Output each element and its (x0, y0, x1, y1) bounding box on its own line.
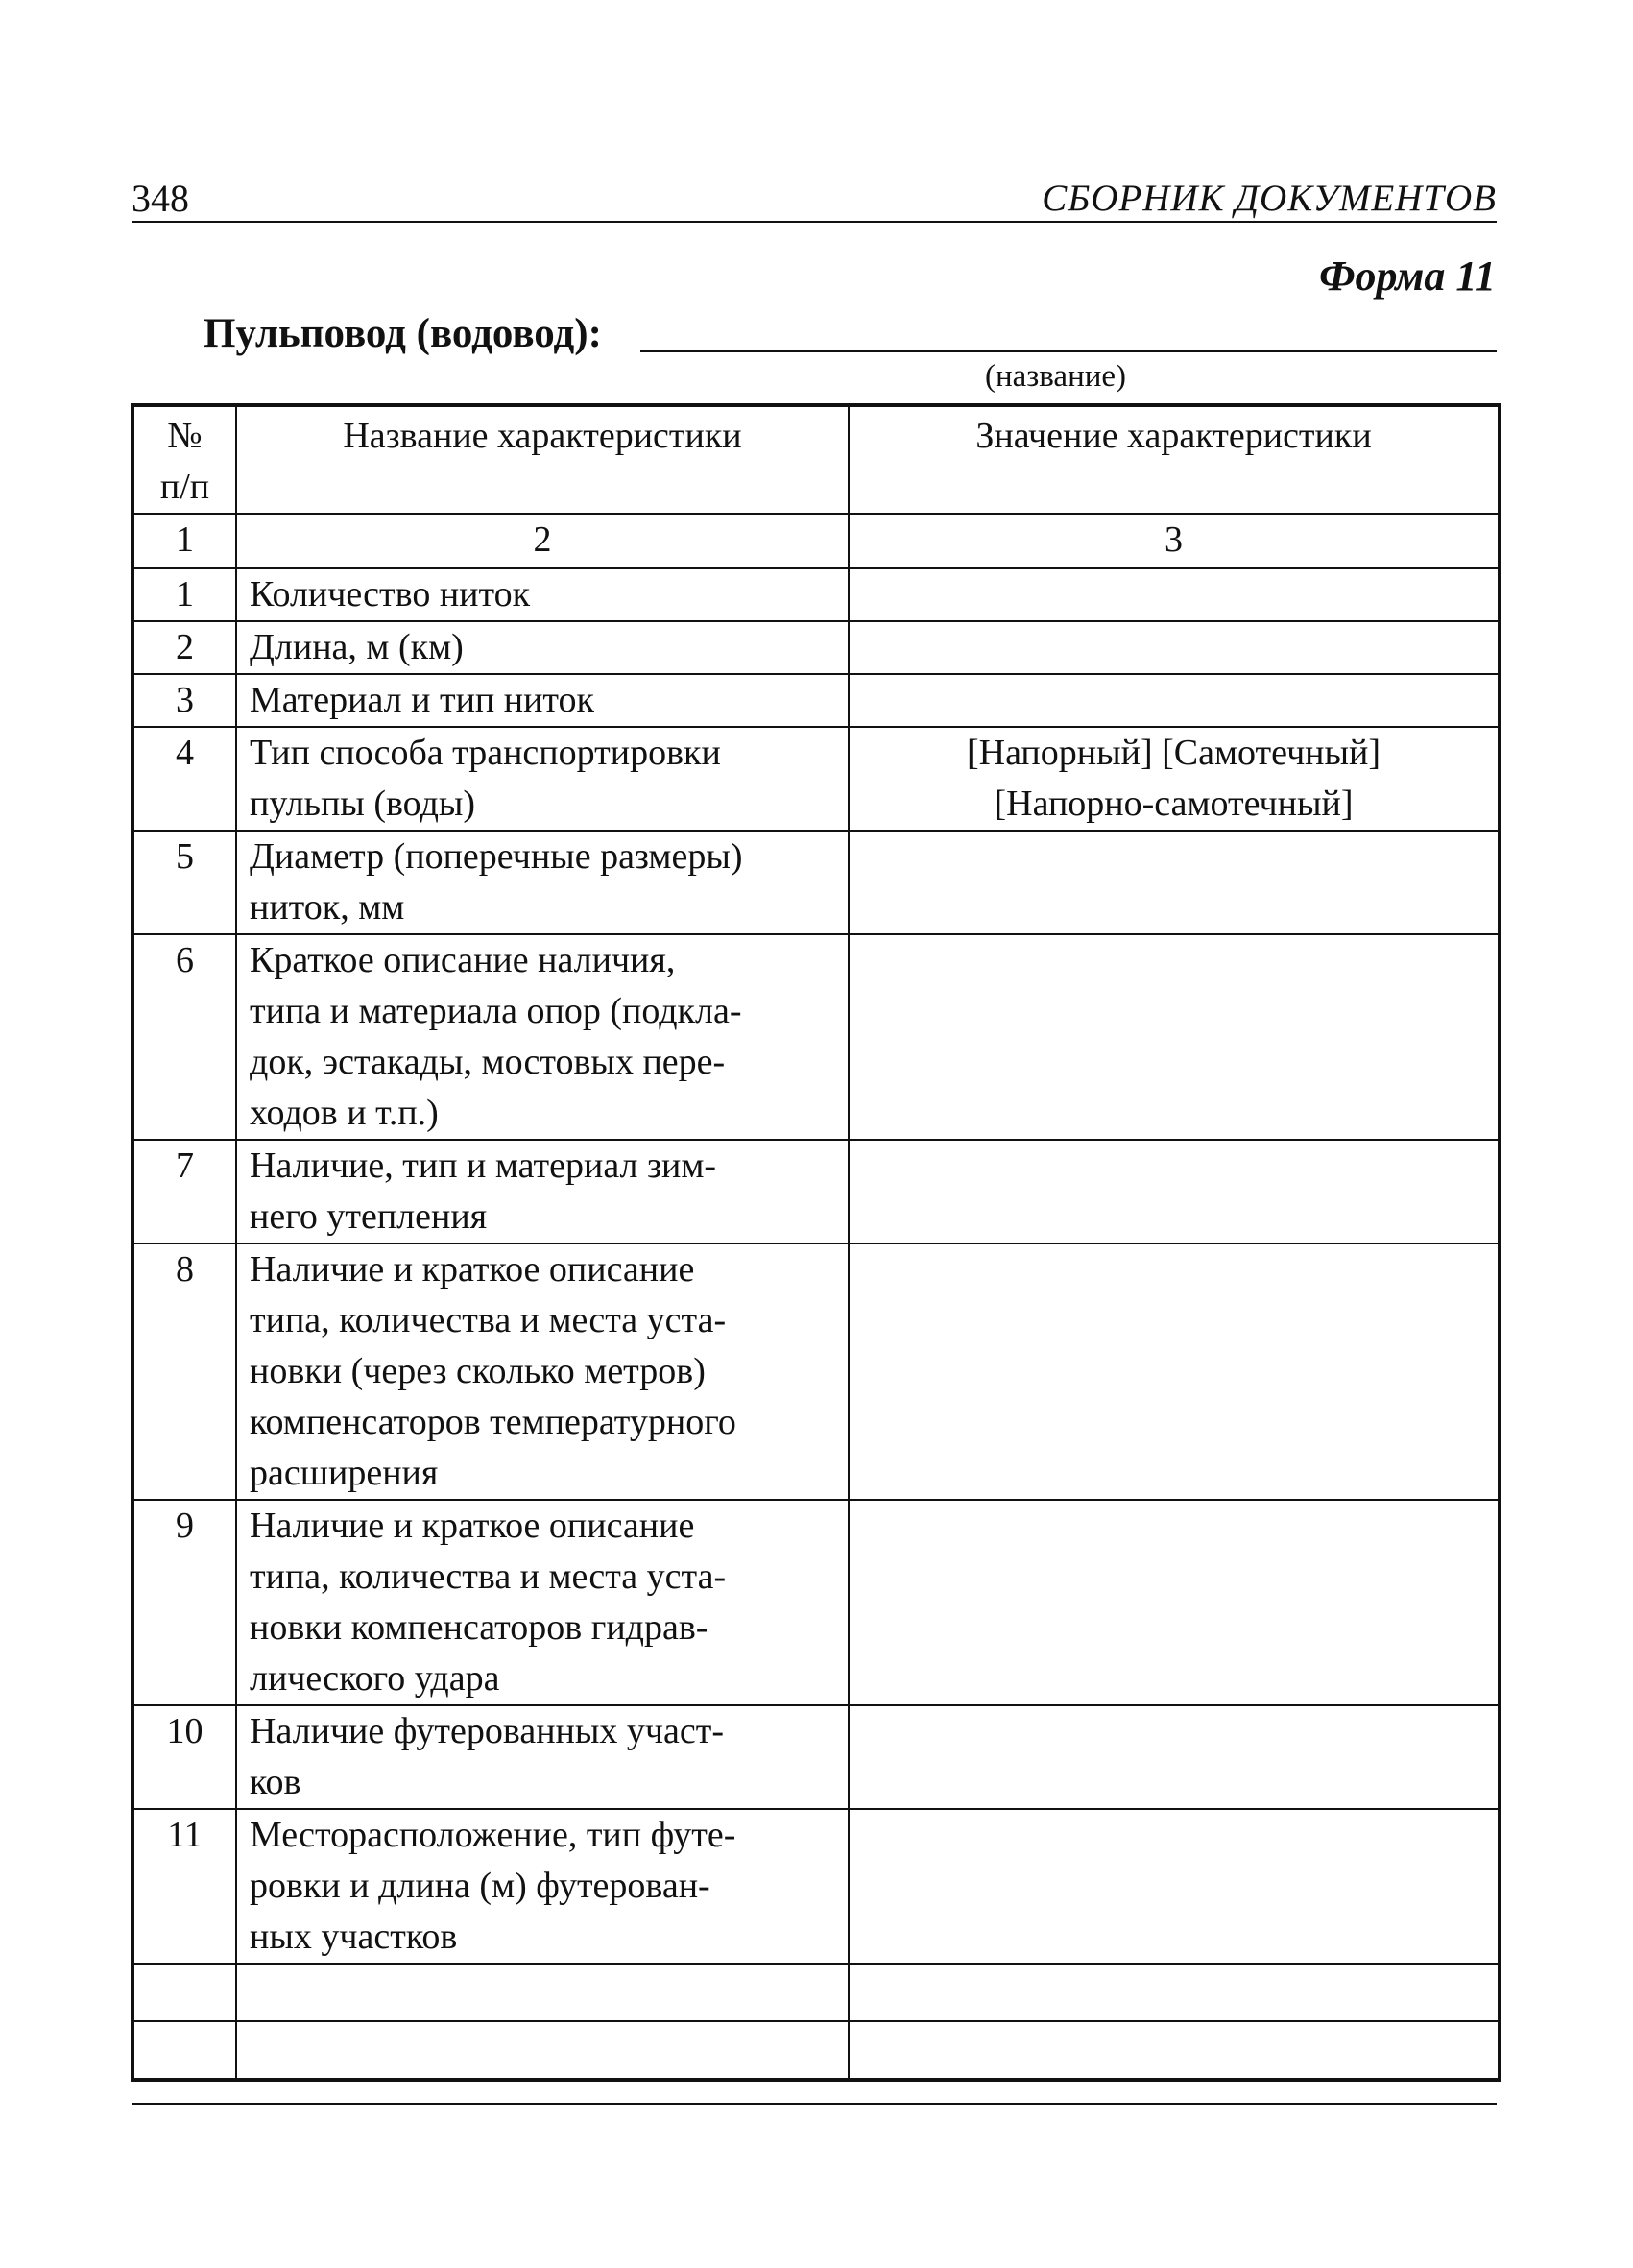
row-number: 10 (132, 1705, 236, 1809)
table-row (132, 831, 1500, 934)
characteristic-value[interactable] (849, 2021, 1500, 2080)
characteristic-name-line: типа, количества и места уста- (250, 1556, 727, 1597)
characteristic-name-line: пульпы (воды) (250, 784, 476, 824)
form-title-row (204, 305, 1497, 363)
characteristic-name-line: Наличие, тип и материал зим- (250, 1146, 717, 1186)
row-number: 6 (132, 934, 236, 1140)
characteristic-name-line: него утепления (250, 1196, 488, 1237)
characteristic-name-line: Наличие и краткое описание (250, 1249, 695, 1290)
characteristic-name-line: Материал и тип ниток (250, 680, 594, 720)
table-header-row (132, 405, 1500, 514)
characteristic-name-line: типа и материала опор (подкла- (250, 991, 742, 1031)
header-num (132, 405, 236, 514)
book-title: СБОРНИК ДОКУМЕНТОВ (1042, 178, 1497, 219)
row-number (132, 1964, 236, 2021)
page-number: 348 (132, 177, 189, 220)
header-num-line1: № (167, 416, 203, 456)
table-row (132, 1809, 1500, 1964)
characteristics-table (131, 403, 1501, 2082)
characteristic-value[interactable] (849, 831, 1500, 934)
characteristic-name-line: Количество ниток (250, 574, 531, 615)
table-row (132, 1964, 1500, 2021)
form-label: Форма 11 (1319, 253, 1496, 300)
name-fill-line[interactable] (640, 350, 1497, 352)
characteristic-name-line: лического удара (250, 1658, 500, 1699)
characteristic-name (236, 1243, 849, 1500)
column-index-cell: 2 (236, 514, 849, 568)
characteristic-name-line: ходов и т.п.) (250, 1093, 439, 1133)
characteristic-name (236, 1140, 849, 1243)
name-caption: (название) (984, 359, 1127, 394)
characteristic-name-line: Краткое описание наличия, (250, 940, 676, 980)
characteristic-name-line: компенсаторов температурного (250, 1402, 736, 1442)
running-head (132, 175, 1497, 223)
characteristic-value[interactable] (849, 568, 1500, 621)
characteristic-name-line: Диаметр (поперечные размеры) (250, 836, 743, 877)
characteristic-name (236, 674, 849, 727)
row-number: 9 (132, 1500, 236, 1705)
table-row (132, 2021, 1500, 2080)
characteristic-value[interactable] (849, 1705, 1500, 1809)
characteristic-name (236, 727, 849, 831)
table-row (132, 727, 1500, 831)
column-index-row (132, 514, 1500, 568)
header-value: Значение характеристики (849, 405, 1500, 514)
row-number: 8 (132, 1243, 236, 1500)
header-num-line2: п/п (159, 467, 210, 507)
characteristic-value-line: [Напорный] [Самотечный] (966, 733, 1381, 773)
table-row (132, 1705, 1500, 1809)
row-number: 11 (132, 1809, 236, 1964)
header-name: Название характеристики (236, 405, 849, 514)
characteristic-value[interactable] (849, 1809, 1500, 1964)
characteristic-name (236, 621, 849, 674)
characteristic-name-line: Месторасположение, тип футе- (250, 1815, 736, 1855)
characteristic-name-line: Наличие и краткое описание (250, 1506, 695, 1546)
characteristic-name-line: Тип способа транспортировки (250, 733, 721, 773)
characteristic-name-line: ниток, мм (250, 887, 405, 928)
row-number: 4 (132, 727, 236, 831)
table-row (132, 1243, 1500, 1500)
characteristic-name-line: расширения (250, 1453, 439, 1493)
table-row (132, 934, 1500, 1140)
characteristic-value-line: [Напорно-самотечный] (994, 784, 1354, 824)
table-row (132, 621, 1500, 674)
row-number: 3 (132, 674, 236, 727)
characteristic-value[interactable] (849, 727, 1500, 831)
row-number: 5 (132, 831, 236, 934)
characteristic-name-line: док, эстакады, мостовых пере- (250, 1042, 726, 1082)
table-row (132, 674, 1500, 727)
characteristic-value[interactable] (849, 674, 1500, 727)
characteristic-value[interactable] (849, 1140, 1500, 1243)
characteristic-name (236, 1500, 849, 1705)
characteristic-value[interactable] (849, 1500, 1500, 1705)
characteristic-name (236, 1705, 849, 1809)
characteristic-name-line: ровки и длина (м) футерован- (250, 1866, 710, 1906)
characteristic-name-line: ков (250, 1762, 301, 1802)
characteristic-name-line: ных участков (250, 1917, 458, 1957)
row-number: 2 (132, 621, 236, 674)
table-row (132, 568, 1500, 621)
characteristic-value[interactable] (849, 1964, 1500, 2021)
row-number: 1 (132, 568, 236, 621)
row-number (132, 2021, 236, 2080)
characteristic-name-line: новки компенсаторов гидрав- (250, 1607, 708, 1648)
column-index-cell: 1 (132, 514, 236, 568)
characteristic-name-line: Наличие футерованных участ- (250, 1711, 725, 1751)
characteristic-name (236, 1809, 849, 1964)
characteristic-value[interactable] (849, 621, 1500, 674)
characteristic-name (236, 1964, 849, 2021)
characteristic-name (236, 2021, 849, 2080)
characteristic-value[interactable] (849, 934, 1500, 1140)
characteristic-value[interactable] (849, 1243, 1500, 1500)
row-number: 7 (132, 1140, 236, 1243)
characteristic-name (236, 568, 849, 621)
header-rule (132, 221, 1497, 223)
characteristic-name (236, 831, 849, 934)
table-row (132, 1140, 1500, 1243)
characteristic-name-line: типа, количества и места уста- (250, 1300, 727, 1340)
footer-rule (132, 2103, 1497, 2105)
characteristic-name-line: Длина, м (км) (250, 627, 464, 667)
form-title: Пульповод (водовод): (204, 311, 602, 356)
characteristic-name-line: новки (через сколько метров) (250, 1351, 706, 1391)
characteristic-name (236, 934, 849, 1140)
column-index-cell: 3 (849, 514, 1500, 568)
table-row (132, 1500, 1500, 1705)
